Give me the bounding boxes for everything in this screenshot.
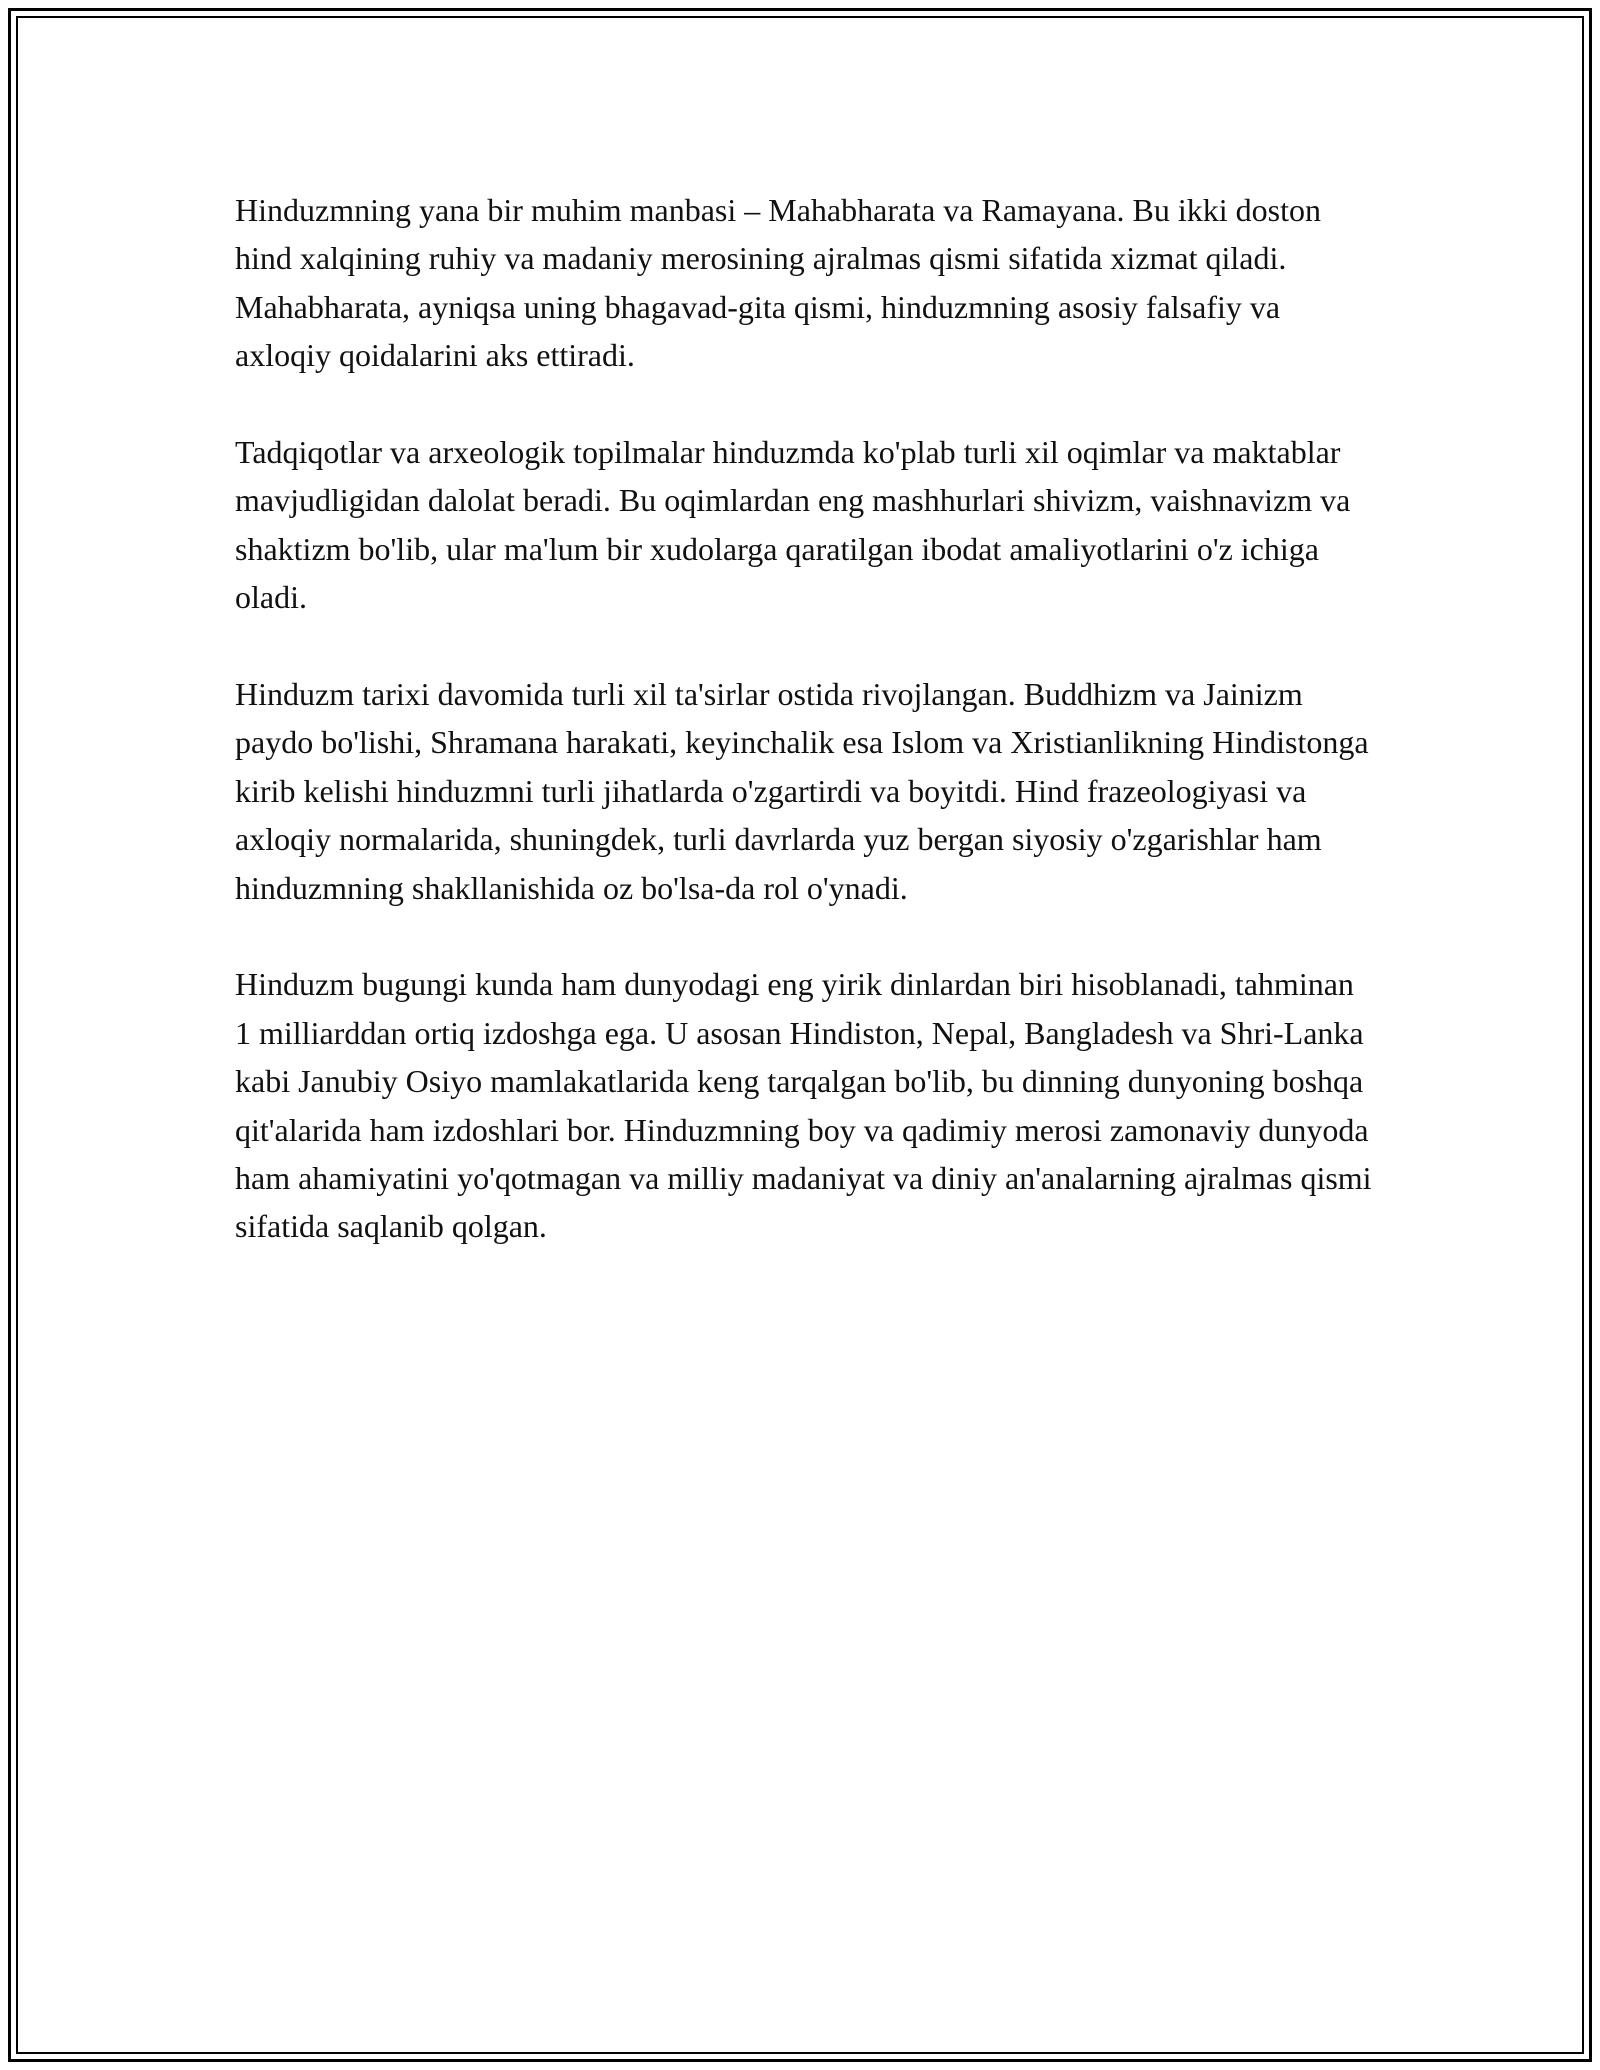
paragraph-1: Hinduzmning yana bir muhim manbasi – Mahabharata va Ramayana. Bu ikki doston hind xalqining ruhiy va madaniy merosining ajralmas qismi sifatida xizmat qiladi. Mahabharata, ayniqsa uning bhagavad-gita qismi, hinduzmning asosiy falsafiy va axloqiy qoidalarini aks ettiradi. bbox=[235, 192, 1321, 374]
paragraph-4: Hinduzm bugungi kunda ham dunyodagi eng yirik dinlardan biri hisoblanadi, tahminan 1 milliarddan ortiq izdoshga ega. U asosan Hindiston, Nepal, Bangladesh va Shri-Lanka kabi Janubiy Osiyo mamlakatlarida keng tarqalgan bo'lib, bu dinning dunyoning boshqa qit'alarida ham izdoshlari bor. Hinduzmning boy va qadimiy merosi zamonaviy dunyoda ham ahamiyatini yo'qotmagan va milliy madaniyat va diniy an'analarning ajralmas qismi sifatida saqlanib qolgan. bbox=[235, 966, 1372, 1245]
paragraph-2: Tadqiqotlar va arxeologik topilmalar hinduzmda ko'plab turli xil oqimlar va maktablar mavjudligidan dalolat beradi. Bu oqimlardan eng mashhurlari shivizm, vaishnavizm va shaktizm bo'lib, ular ma'lum bir xudolarga qaratilgan ibodat amaliyotlarini o'z ichiga oladi. bbox=[235, 434, 1351, 616]
document-body bbox=[235, 186, 1375, 1299]
paragraph-3: Hinduzm tarixi davomida turli xil ta'sirlar ostida rivojlangan. Buddhizm va Jainizm paydo bo'lishi, Shramana harakati, keyinchalik esa Islom va Xristianlikning Hindistonga kirib kelishi hinduzmni turli jihatlarda o'zgartirdi va boyitdi. Hind frazeologiyasi va axloqiy normalarida, shuningdek, turli davrlarda yuz bergan siyosiy o'zgarishlar ham hinduzmning shakllanishida oz bo'lsa-da rol o'ynadi. bbox=[235, 676, 1369, 906]
